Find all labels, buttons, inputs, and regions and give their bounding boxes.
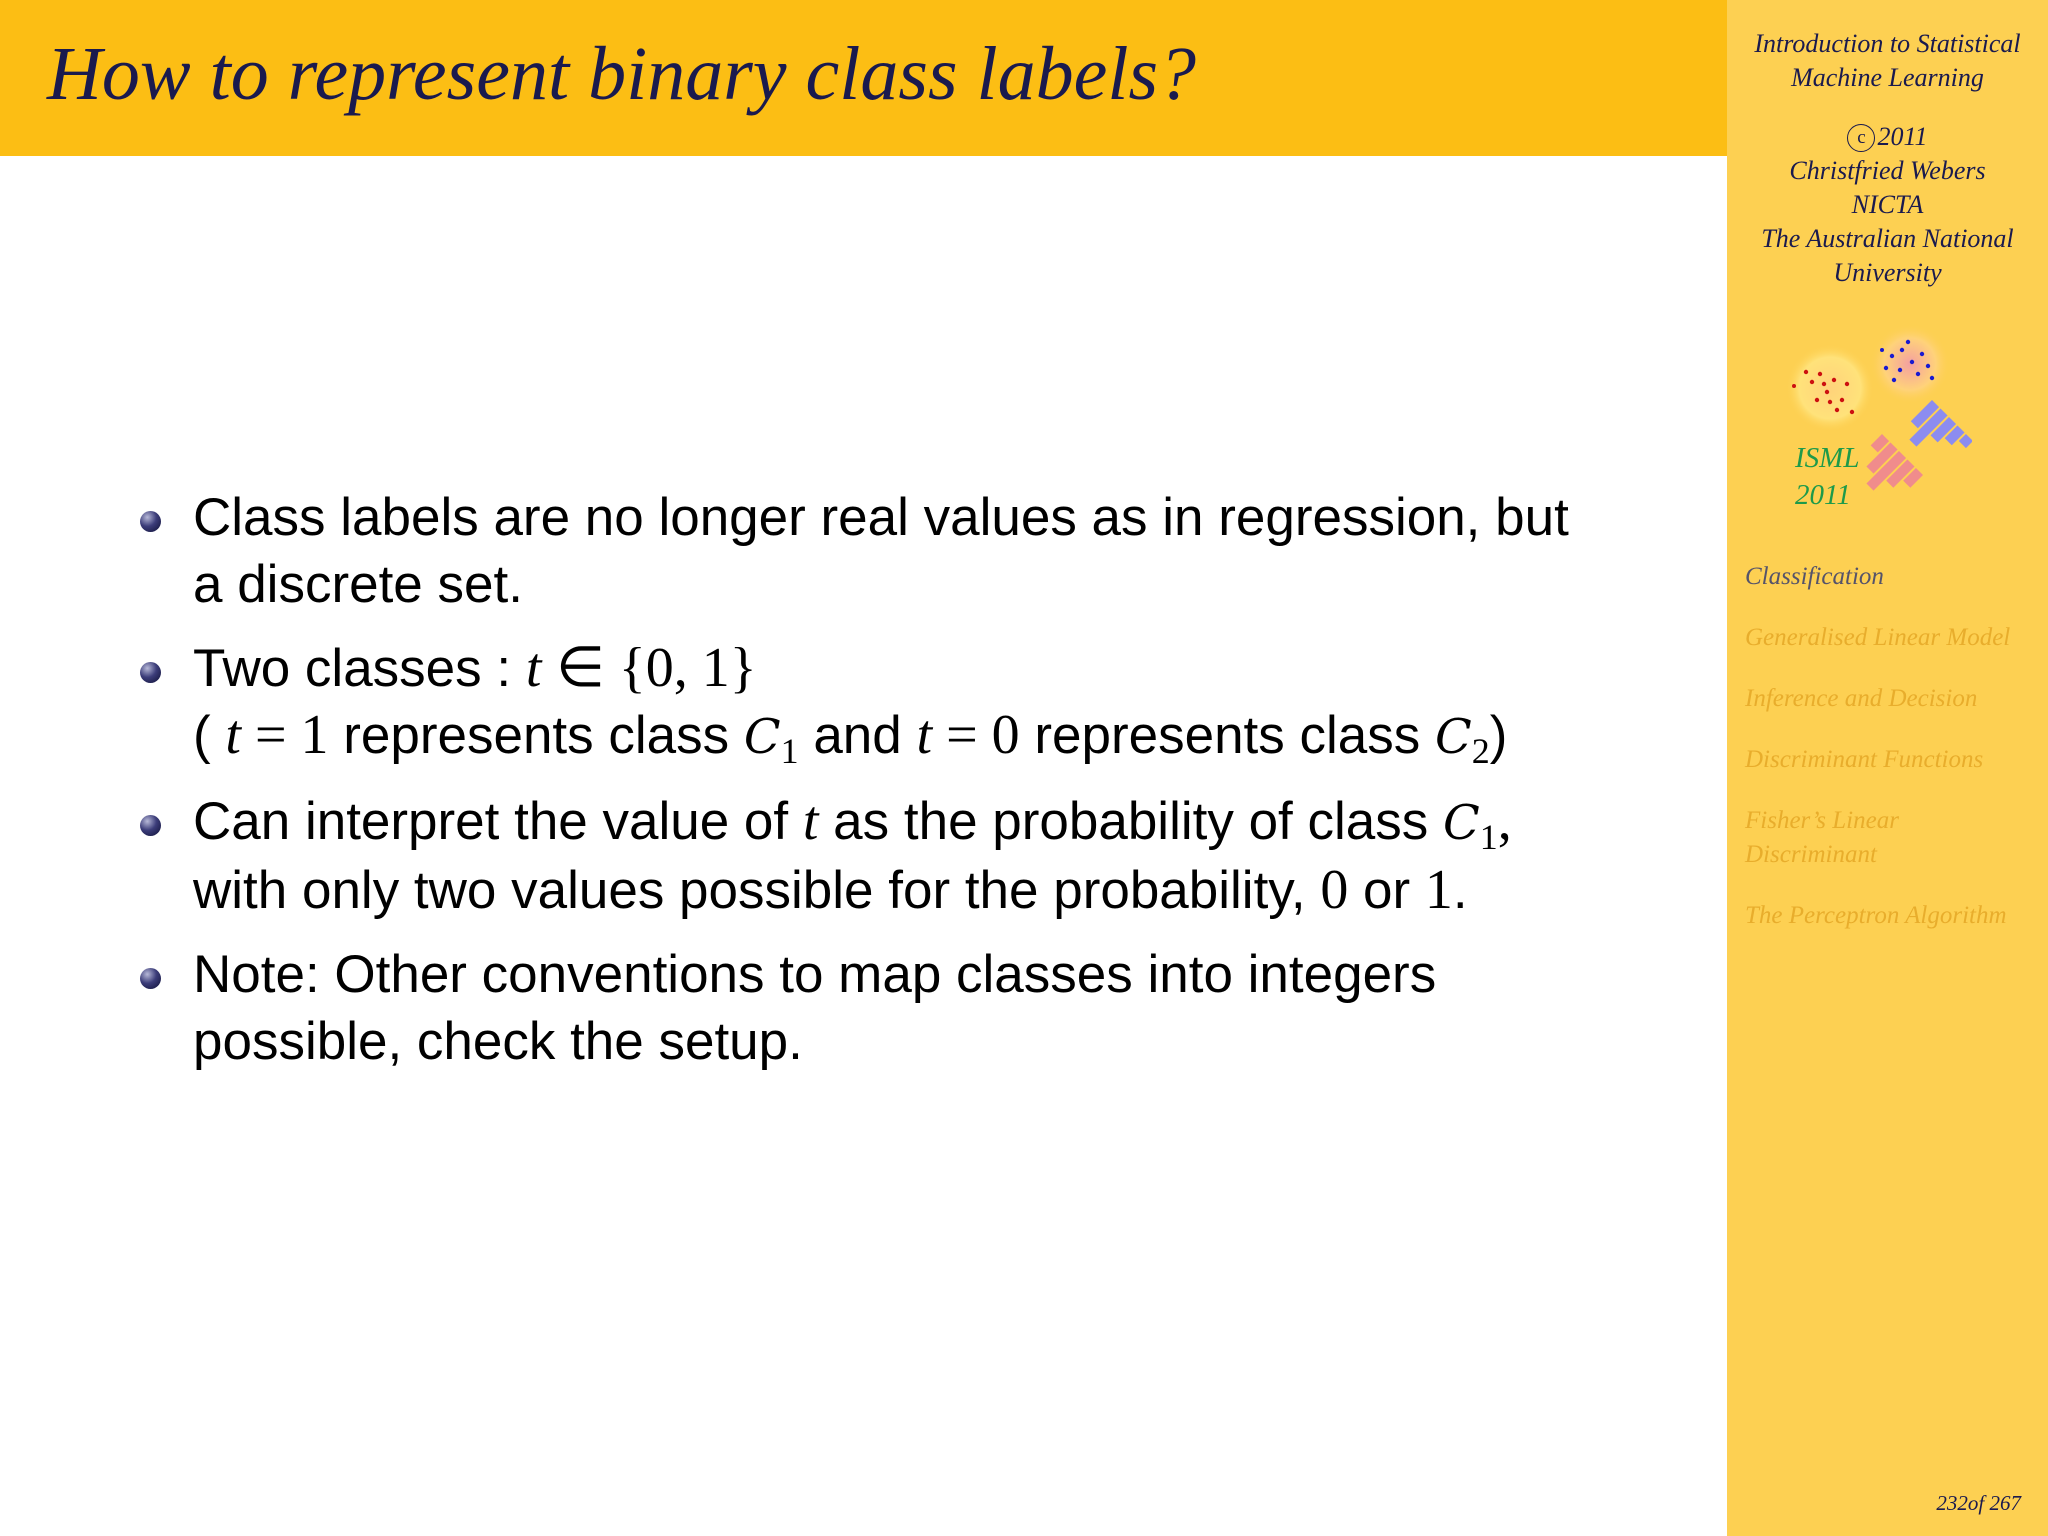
math-subscript: 1 [780, 731, 799, 771]
bullet-text: Can interpret the value of [193, 792, 803, 851]
logo-label: ISML [1795, 442, 1860, 474]
bullet-icon [140, 815, 161, 836]
bullet-line: a discrete set. [193, 555, 523, 614]
copyright-icon: c [1847, 124, 1875, 152]
section-nav [1745, 560, 2035, 960]
math-expression: = 0 [932, 704, 1020, 766]
bullet-line: Class labels are no longer real values as in regression, but [193, 488, 1569, 547]
nav-item-classification[interactable]: Classification [1745, 563, 1884, 590]
nav-item-discriminant-functions[interactable]: Discriminant Functions [1745, 746, 1984, 773]
bullet-text: as the probability of class [818, 792, 1443, 851]
math-class-symbol: C [1435, 709, 1472, 765]
bullet-text: ) [1489, 706, 1508, 765]
copyright-year: 2011 [1877, 122, 1928, 151]
credits [1727, 120, 2048, 290]
bullet-line: Note: Other conventions to map classes into integers [193, 945, 1437, 1004]
math-class-symbol: C [743, 709, 781, 765]
bullet-line [193, 788, 1692, 857]
math-variable: t [225, 704, 241, 766]
bullet-item [132, 788, 1692, 924]
math-expression: = 1 [240, 704, 329, 766]
nav-item-fishers-linear-discriminant[interactable]: Fisher’s Linear Discriminant [1745, 807, 1899, 868]
bullet-text: and [798, 706, 917, 765]
author-name: Christfried Webers [1789, 156, 1986, 185]
bullet-text: Two classes : [193, 639, 526, 698]
math-number: 0 [1320, 859, 1349, 921]
institution: The Australian National [1761, 224, 2014, 253]
nav-item-inference-and-decision[interactable]: Inference and Decision [1745, 685, 1978, 712]
math-variable: t [916, 704, 933, 766]
slide-title: How to represent binary class labels? [47, 32, 1197, 116]
bullet-icon [140, 968, 161, 989]
math-number: 1 [1424, 859, 1453, 921]
course-title-line: Introduction to Statistical [1754, 29, 2021, 58]
bullet-text: represents class [1019, 706, 1435, 765]
bullet-line [193, 635, 1692, 702]
bullet-line [193, 857, 1692, 924]
slide-content [132, 484, 1692, 1092]
nav-item-perceptron-algorithm[interactable]: The Perceptron Algorithm [1745, 902, 2007, 929]
bullet-icon [140, 662, 161, 683]
bullet-item [132, 941, 1692, 1075]
copyright-line [1727, 120, 2048, 154]
institution: NICTA [1851, 190, 1924, 219]
math-variable: t [525, 637, 542, 699]
bullet-text: ( [193, 706, 226, 765]
title-bar [0, 0, 1727, 156]
bullet-item [132, 635, 1692, 771]
bullet-icon [140, 511, 161, 532]
bullet-text: with only two values possible for the probability, [193, 861, 1321, 920]
course-title-line: Machine Learning [1791, 63, 1984, 92]
math-variable: t [802, 790, 819, 852]
math-expression: ∈ {0, 1} [556, 637, 757, 699]
nav-item-generalised-linear-model[interactable]: Generalised Linear Model [1745, 624, 2011, 651]
bullet-item [132, 484, 1692, 618]
bullet-line [193, 702, 1692, 771]
bullet-text: represents class [328, 706, 744, 765]
math-subscript: 1 [1479, 817, 1498, 857]
bullet-text: . [1452, 861, 1468, 920]
bullet-line: possible, check the setup. [193, 1012, 803, 1071]
page-number: 232of 267 [1936, 1491, 2021, 1515]
course-title [1727, 27, 2048, 95]
logo-text [1795, 440, 1859, 514]
bullet-text: or [1348, 861, 1425, 920]
bullet-text: , [1497, 790, 1512, 852]
sidebar [1727, 0, 2048, 1536]
math-class-symbol: C [1442, 795, 1480, 851]
logo-year: 2011 [1795, 479, 1851, 511]
institution: University [1833, 258, 1942, 287]
math-subscript: 2 [1471, 731, 1490, 771]
